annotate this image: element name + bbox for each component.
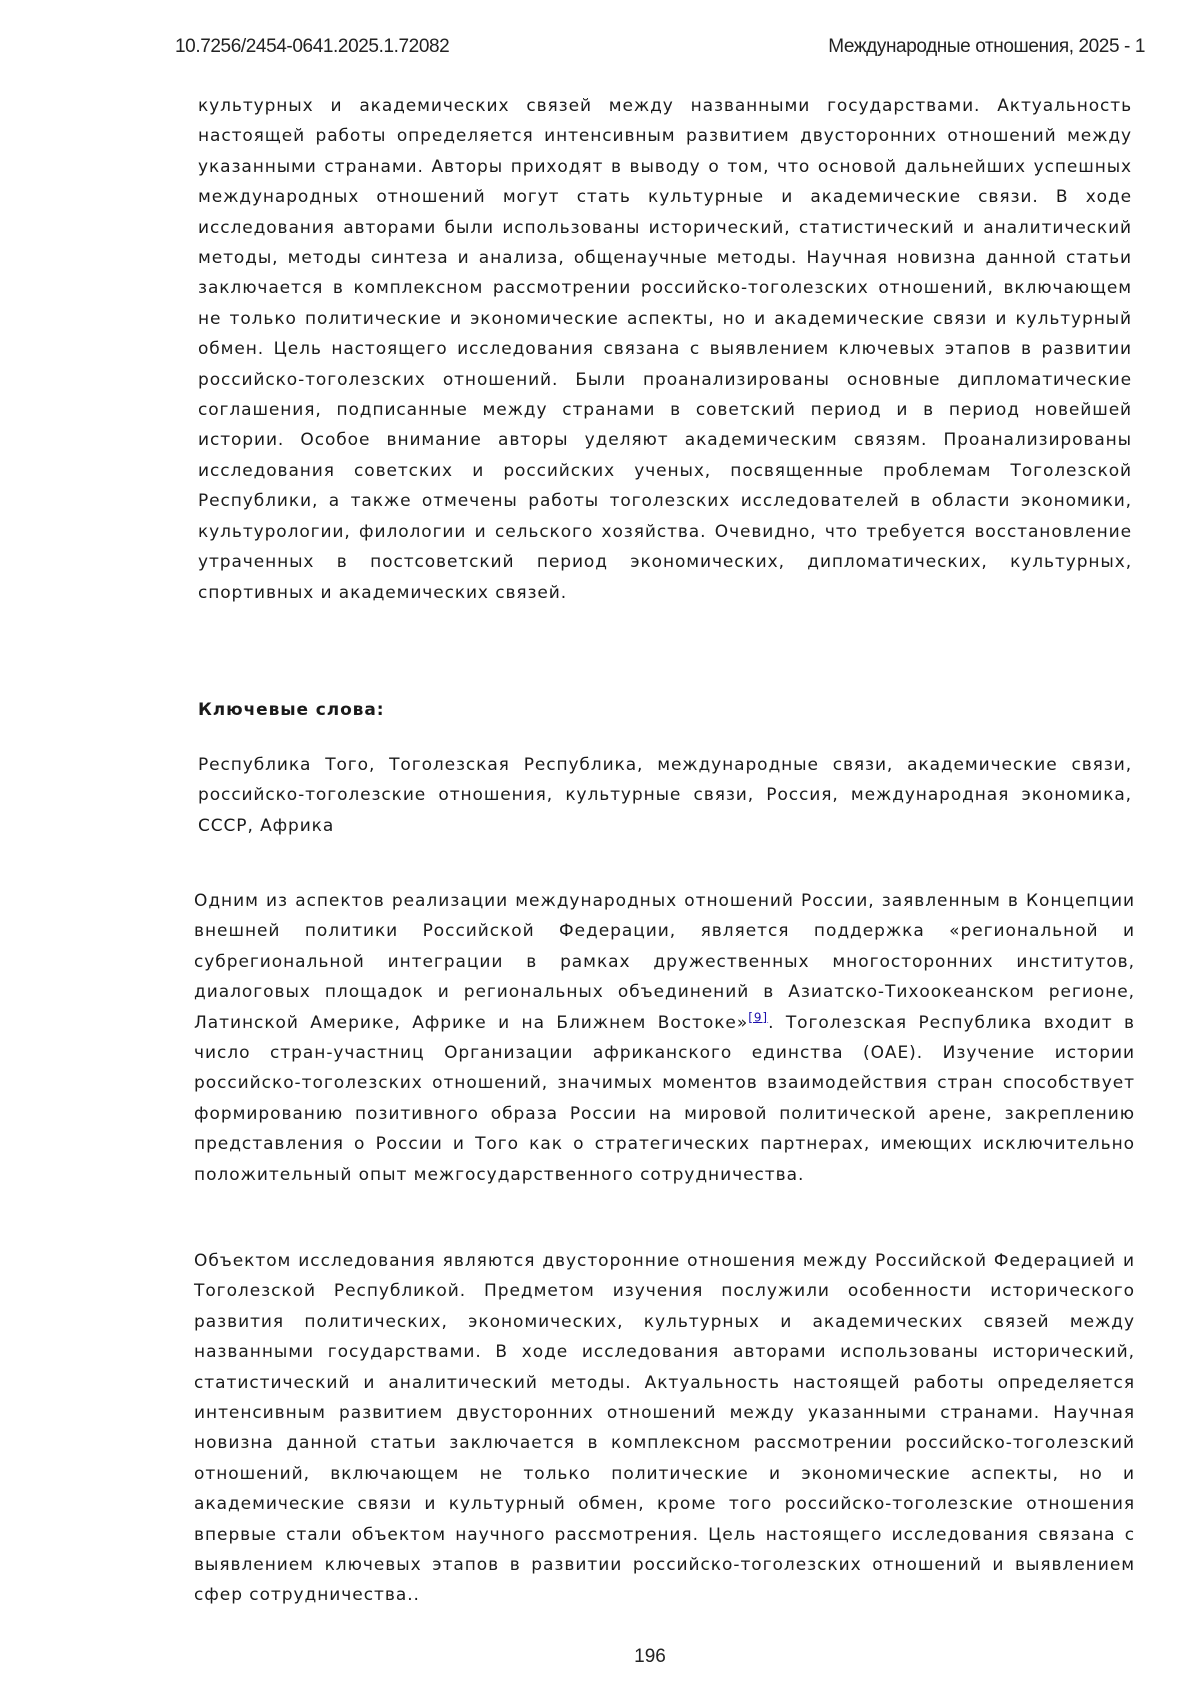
keywords-list: Республика Того, Тоголезская Республика, международные связи, академические связи, российско-тоголезские отношения, культурные связи, Россия, международная экономика, СССР, Африка bbox=[198, 755, 1132, 836]
abstract-text: культурных и академических связей между названными государствами. Актуальность настоящей работы определяется интенсивным развитием двусторонних отношений между указанными странами. Авторы приходят в выводу о том, что основой дальнейших успешных международных отношений могут стать культурные и академические связи. В ходе исследования авторами были использованы исторический, статистический и аналитический методы, методы синтеза и анализа, общенаучные методы. Научная новизна данной статьи заключается в комплексном рассмотрении российско-тоголезских отношений, включающем не только политические и экономические аспекты, но и академические связи и культурный обмен. Цель настоящего исследования связана с выявлением ключевых этапов в развитии российско-тоголезских отношений. Были проанализированы основные дипломатические соглашения, подписанные между странами в советский период и в период новейшей истории. Особое внимание авторы уделяют академическим связям. Проанализированы исследования советских и российских ученых, посвященные проблемам Тоголезской Республики, а также отмечены работы тоголезских исследователей в области экономики, культурологии, филологии и сельского хозяйства. Очевидно, что требуется восстановление утраченных в постсоветский период экономических, дипломатических, культурных, спортивных и академических связей. bbox=[198, 96, 1132, 603]
reference-link[interactable]: [9] bbox=[748, 1009, 769, 1024]
keywords-heading: Ключевые слова: bbox=[198, 700, 385, 720]
paragraph-1-text-continued: . Тоголезская Республика входит в число стран-участниц Организации африканского единства (ОАЕ). Изучение истории российско-тоголезских отношений, значимых моментов взаимодействия стран способствует формированию позитивного образа России на мировой политической арене, закреплению представления о России и Того как о стратегических партнерах, имеющих исключительно положительный опыт межгосударственного сотрудничества. bbox=[194, 1012, 1135, 1185]
body-paragraph-2: Объектом исследования являются двусторонние отношения между Российской Федерацией и Тоголезской Республикой. Предметом изучения послужили особенности исторического развития политических, экономических, культурных и академических связей между названными государствами. В ходе исследования авторами использованы исторический, статистический и аналитический методы. Актуальность настоящей работы определяется интенсивным развитием двусторонних отношений между указанными странами. Научная новизна данной статьи заключается в комплексном рассмотрении российско-тоголезский отношений, включающем не только политические и экономические аспекты, но и академические связи и культурный обмен, кроме того российско-тоголезские отношения впервые стали объектом научного рассмотрения. Цель настоящего исследования связана с выявлением ключевых этапов в развитии российско-тоголезских отношений и выявлением сфер сотрудничества.. bbox=[194, 1251, 1135, 1606]
running-header bbox=[175, 36, 1145, 62]
doi-label: 10.7256/2454-0641.2025.1.72082 bbox=[175, 36, 450, 57]
paragraph-1-text: Одним из аспектов реализации международных отношений России, заявленным в Концепции внешней политики Российской Федерации, является поддержка «региональной и субрегиональной интеграции в рамках дружественных многосторонних институтов, диалоговых площадок и региональных объединений в Азиатско-Тихоокеанском регионе, Латинской Америке, Африке и на Ближнем Востоке» bbox=[194, 891, 1135, 1033]
body-paragraph-1 bbox=[194, 886, 1135, 1190]
journal-issue-label: Международные отношения, 2025 - 1 bbox=[828, 36, 1145, 57]
page-number: 196 bbox=[634, 1646, 666, 1667]
